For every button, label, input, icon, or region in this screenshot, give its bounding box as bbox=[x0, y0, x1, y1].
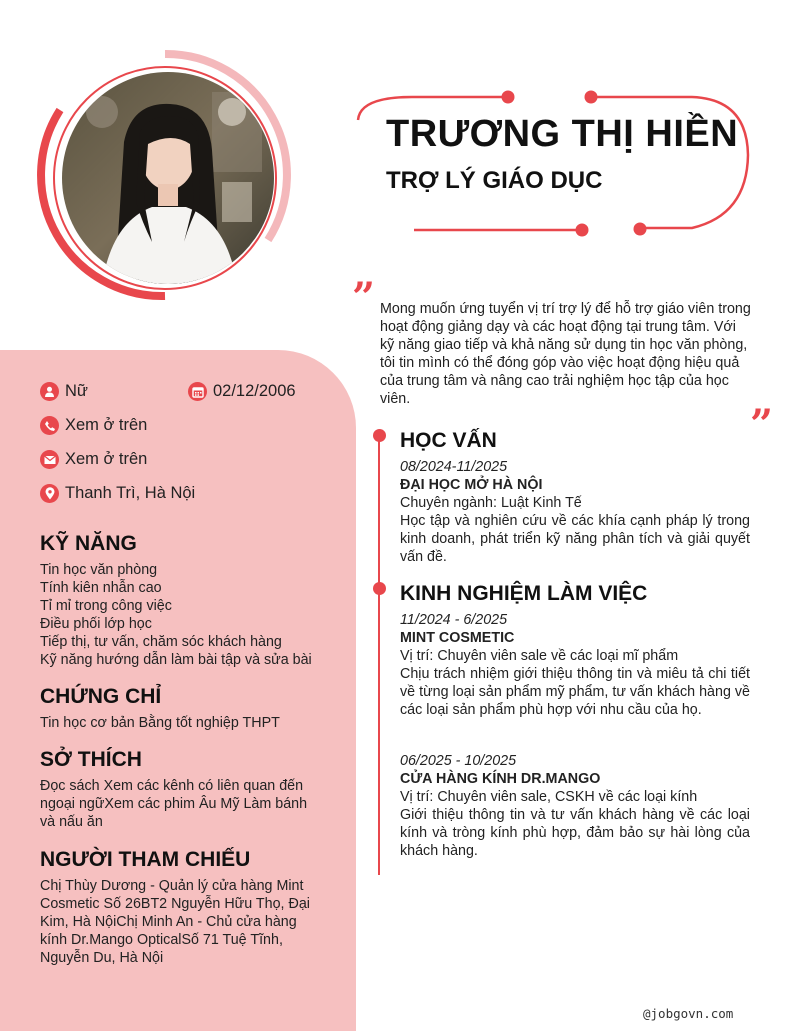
contact-gender bbox=[40, 382, 88, 401]
references-heading: NGƯỜI THAM CHIẾU bbox=[40, 848, 251, 871]
skill-item: Tỉ mỉ trong công việc bbox=[40, 598, 172, 614]
header-decoration bbox=[352, 85, 762, 240]
quote-close-icon: ” bbox=[750, 401, 774, 448]
references-line: Nguyễn Du, Hà Nội bbox=[40, 950, 164, 966]
references-line: kính Dr.Mango OpticalSố 71 Tuệ Tĩnh, bbox=[40, 932, 283, 948]
user-icon bbox=[40, 382, 59, 401]
education-heading: HỌC VẤN bbox=[400, 429, 497, 452]
skills-heading: KỸ NĂNG bbox=[40, 532, 137, 555]
job-position: Vị trí: Chuyên viên sale, CSKH về các loại kính bbox=[400, 789, 698, 805]
contact-dob bbox=[188, 382, 296, 401]
candidate-name: TRƯƠNG THỊ HIỀN bbox=[386, 113, 739, 155]
profile-photo bbox=[62, 72, 274, 284]
phone-icon bbox=[40, 416, 59, 435]
skill-item: Tin học văn phòng bbox=[40, 562, 158, 578]
education-date: 08/2024-11/2025 bbox=[400, 459, 508, 475]
hobbies-line: ngoại ngữXem các phim Âu Mỹ Làm bánh bbox=[40, 796, 308, 812]
job-description: Chịu trách nhiệm giới thiệu thông tin và miêu tả chi tiết về từng loại sản phẩm mỹ phẩm, tư vấn khách hàng về các loại sản phẩm phù hợp với nhu cầu của họ. bbox=[400, 666, 750, 718]
gender-value: Nữ bbox=[65, 382, 88, 400]
timeline-line bbox=[378, 432, 380, 875]
skill-item: Tiếp thị, tư vấn, chăm sóc khách hàng bbox=[40, 634, 282, 650]
address-value: Thanh Trì, Hà Nội bbox=[65, 484, 196, 502]
education-school: ĐẠI HỌC MỞ HÀ NỘI bbox=[400, 477, 543, 493]
references-line: Chị Thùy Dương - Quản lý cửa hàng Mint bbox=[40, 878, 304, 894]
quote-open-icon: ” bbox=[352, 274, 376, 321]
experience-heading: KINH NGHIỆM LÀM VIỆC bbox=[400, 582, 648, 605]
email-value: Xem ở trên bbox=[65, 450, 148, 468]
job-position: Vị trí: Chuyên viên sale về các loại mĩ phẩm bbox=[400, 648, 679, 664]
email-icon bbox=[40, 450, 59, 469]
location-pin-icon bbox=[40, 484, 59, 503]
certificates-line: Tin học cơ bản Bằng tốt nghiệp THPT bbox=[40, 715, 280, 731]
education-entry bbox=[400, 458, 750, 566]
references-text bbox=[40, 877, 325, 967]
education-description: Học tập và nghiên cứu về các khía cạnh pháp lý trong kinh doanh, phát triển kỹ năng phân tích và giải quyết vấn đề. bbox=[400, 513, 750, 565]
skill-item: Tính kiên nhẫn cao bbox=[40, 580, 162, 596]
experience-entry bbox=[400, 611, 750, 719]
hobbies-heading: SỞ THÍCH bbox=[40, 748, 142, 771]
hobbies-line: Đọc sách Xem các kênh có liên quan đến bbox=[40, 778, 304, 794]
job-company: CỬA HÀNG KÍNH DR.MANGO bbox=[400, 771, 601, 787]
timeline-dot bbox=[373, 582, 386, 595]
calendar-icon bbox=[188, 382, 207, 401]
job-company: MINT COSMETIC bbox=[400, 630, 515, 646]
hobbies-text bbox=[40, 777, 325, 831]
contact-email bbox=[40, 450, 147, 469]
job-description: Giới thiệu thông tin và tư vấn khách hàng về các loại kính và tròng kính phù hợp, đảm bảo sự hài lòng của khách hàng. bbox=[400, 807, 750, 859]
contact-phone bbox=[40, 416, 147, 435]
job-date: 11/2024 - 6/2025 bbox=[400, 612, 508, 628]
footer-watermark: @jobgovn.com bbox=[643, 1006, 734, 1021]
skill-item: Kỹ năng hướng dẫn làm bài tập và sửa bài bbox=[40, 652, 312, 668]
education-major: Chuyên ngành: Luật Kinh Tế bbox=[400, 495, 582, 511]
dob-value: 02/12/2006 bbox=[213, 382, 296, 400]
hobbies-line: và nấu ăn bbox=[40, 814, 103, 830]
candidate-role: TRỢ LÝ GIÁO DỤC bbox=[386, 167, 603, 194]
references-line: Cosmetic Số 26BT2 Nguyễn Hữu Thọ, Đại bbox=[40, 896, 310, 912]
skills-list bbox=[40, 561, 325, 669]
timeline-dot bbox=[373, 429, 386, 442]
skill-item: Điều phối lớp học bbox=[40, 616, 152, 632]
job-date: 06/2025 - 10/2025 bbox=[400, 753, 517, 769]
career-objective: Mong muốn ứng tuyển vị trí trợ lý để hỗ trợ giáo viên trong hoạt động giảng dạy và các hoạt động tại trung tâm. Với kỹ năng giao tiếp và khả năng sử dụng tin học văn phòng, tôi tin mình có thể đóng góp vào việc hoạt động hiệu quả của trung tâm và nâng cao trải nghiệm học tập của học viên. bbox=[380, 301, 751, 407]
certificates-heading: CHỨNG CHỈ bbox=[40, 685, 162, 708]
phone-value: Xem ở trên bbox=[65, 416, 148, 434]
certificates-text bbox=[40, 714, 325, 732]
contact-address bbox=[40, 484, 195, 503]
references-line: Kim, Hà NộiChị Minh An - Chủ cửa hàng bbox=[40, 914, 297, 930]
experience-entry bbox=[400, 752, 750, 860]
